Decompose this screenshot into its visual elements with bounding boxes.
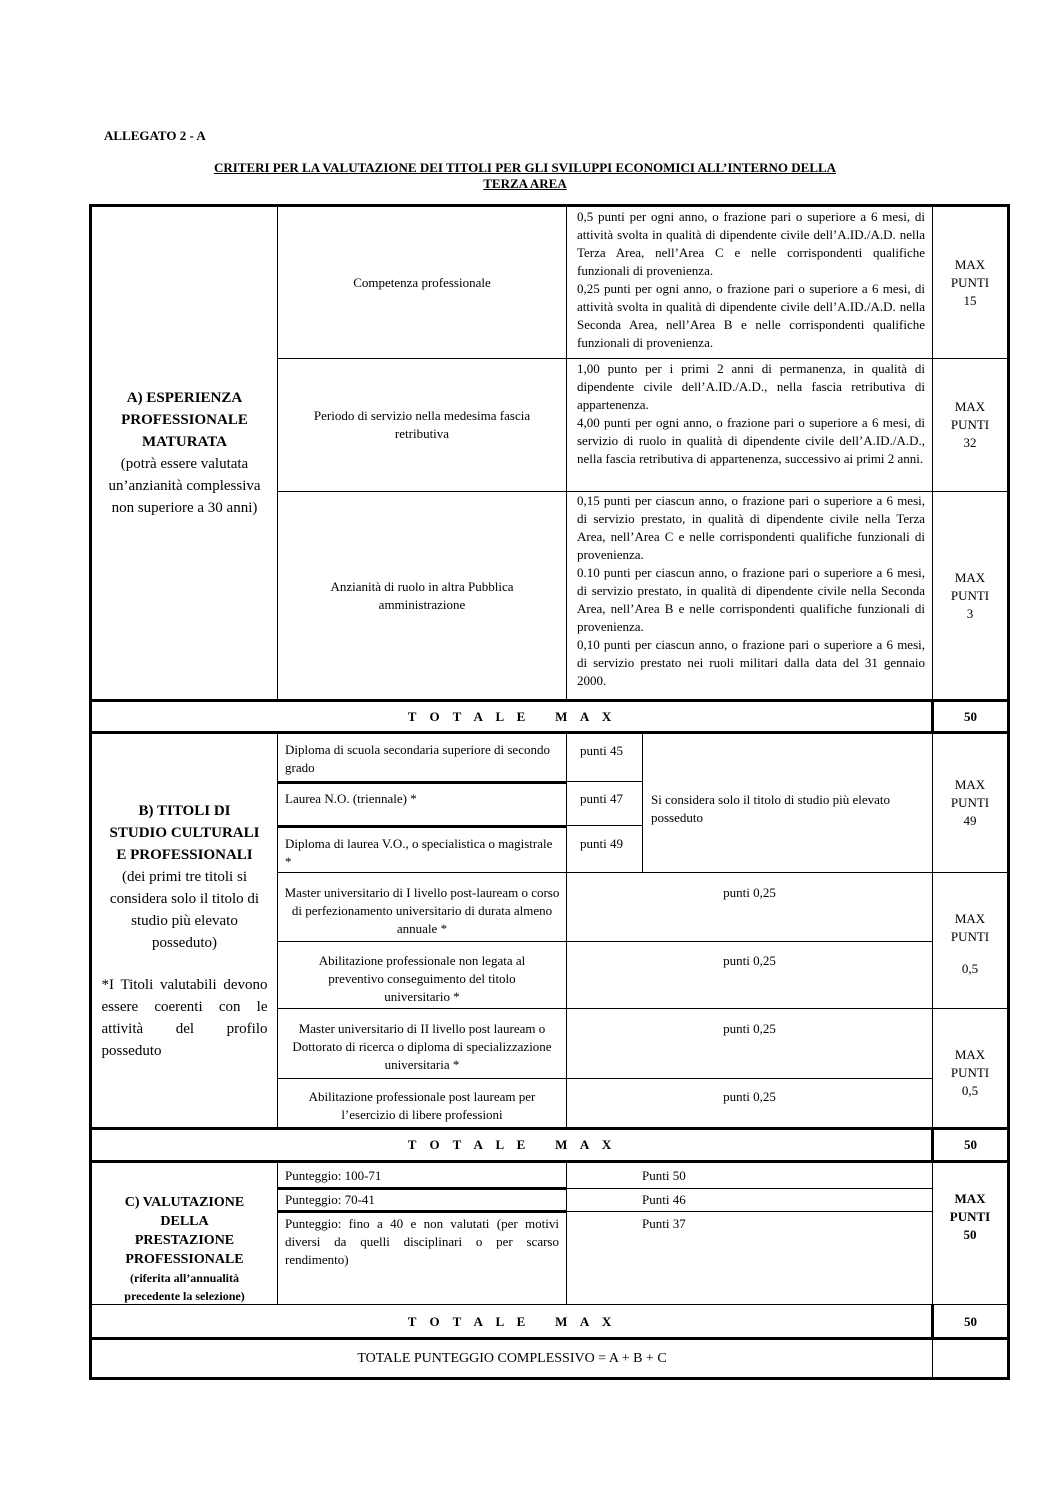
title-abilitazione-post-lauream-points	[567, 1088, 932, 1106]
description-paragraph: 0,15 punti per ciascun anno, o frazione pari o superiore a 6 mesi, di servizio prestato, in qualità di dipendente civile nella Terza Area, nell’Area C e nelle corrispondenti qualifiche funzionali di provenienza.	[577, 493, 925, 562]
score-points: Punti 50	[642, 1168, 686, 1183]
description-paragraph: 0,25 punti per ogni anno, o frazione pari o superiore a 6 mesi, di attività svolta in qualità di dipendente civile dell’A.ID./A.D. nella Seconda Area, nell’Area B e nelle corrispondenti qualifiche funzionali di provenienza.	[577, 281, 925, 350]
title-points: punti 0,25	[723, 1089, 776, 1104]
score-range-3-points	[642, 1215, 762, 1233]
total-label: T O T A L E M A X	[407, 1313, 617, 1329]
punti-label: PUNTI	[950, 587, 990, 603]
title-abilitazione-points	[567, 952, 932, 970]
title-text: Master universitario di II livello post lauream o Dottorato di ricerca o diploma di specializzazione universitaria *	[292, 1021, 552, 1072]
score-points: Punti 46	[642, 1192, 686, 1207]
title-master-i-livello-points	[567, 884, 932, 902]
grand-total-text: TOTALE PUNTEGGIO COMPLESSIVO = A + B + C	[357, 1350, 667, 1366]
max-value: 0,5	[961, 1083, 979, 1098]
criterion-label: Competenza professionale	[353, 274, 491, 290]
title-master-i-livello	[280, 884, 564, 938]
max-label: MAX	[954, 777, 986, 792]
score-text: Punteggio: 70-41	[285, 1192, 375, 1207]
section-a-note: (potrà essere valutata un’anzianità complessiva non superiore a 30 anni)	[108, 456, 261, 516]
score-range-2	[285, 1191, 560, 1209]
section-c-max-points	[933, 1190, 1007, 1244]
description-anzianita	[571, 492, 931, 699]
criterion-periodo	[278, 359, 566, 491]
grand-total	[92, 1340, 932, 1377]
max-points-competenza	[933, 207, 1007, 358]
max-value: 15	[963, 292, 977, 308]
degree-title: Diploma di scuola secondaria superiore di secondo grado	[285, 742, 550, 775]
max-points-anzianita	[933, 492, 1007, 699]
max-label: MAX	[954, 1191, 986, 1206]
section-a-label	[92, 207, 277, 699]
section-a-total-label	[92, 702, 932, 731]
title-abilitazione-post-lauream	[290, 1088, 554, 1124]
description-paragraph: 0,10 punti per ciascun anno, o frazione pari o superiore a 6 mesi, di servizio prestato nei ruoli militari dalla data del 31 gennaio 2000.	[577, 637, 925, 688]
score-text: Punteggio: fino a 40 e non valutati (per motivi diversi da quelli disciplinari o per scarso rendimento)	[285, 1216, 559, 1267]
criterion-competenza	[278, 207, 566, 358]
max-label: MAX	[954, 1047, 986, 1062]
criterion-label: Anzianità di ruolo in altra Pubblica amministrazione	[330, 578, 514, 612]
section-c-total-label	[92, 1306, 932, 1337]
degree-diploma-points	[580, 742, 640, 760]
degrees-note-text: Si considera solo il titolo di studio più elevato posseduto	[651, 792, 891, 825]
description-periodo	[571, 360, 931, 491]
score-range-1	[285, 1167, 560, 1185]
degree-laurea-triennale	[285, 790, 555, 808]
description-paragraph: 0,5 punti per ogni anno, o frazione pari o superiore a 6 mesi, di attività svolta in qualità di dipendente civile dell’A.ID./A.D. nella Terza Area, nell’Area C e nelle corrispondenti qualifiche funzionali di provenienza.	[577, 209, 925, 278]
title-text: Master universitario di I livello post-lauream o corso di perfezionamento universitario di durata almeno annuale *	[284, 885, 560, 936]
title-line-1: CRITERI PER LA VALUTAZIONE DEI TITOLI PER GLI SVILUPPI ECONOMICI ALL’INTERNO DELLA	[213, 160, 837, 175]
degree-title: Diploma di laurea V.O., o specialistica o magistrale *	[285, 836, 553, 869]
allegato-label: ALLEGATO 2 - A	[104, 128, 206, 143]
degrees-note	[651, 791, 921, 827]
description-paragraph: 4,00 punti per ogni anno, o frazione pari o superiore a 6 mesi, di servizio di ruolo in qualità di dipendente civile dell’A.ID./A.D., nella fascia retributiva di appartenenza, successivo ai primi 2 anni.	[577, 415, 925, 466]
section-a-total-value	[934, 702, 1007, 731]
total-label: T O T A L E M A X	[407, 1137, 617, 1152]
max-label: MAX	[954, 256, 986, 272]
degree-title: Laurea N.O. (triennale) *	[285, 791, 417, 806]
section-c-title: C) VALUTAZIONE DELLA PRESTAZIONE PROFESSIONALE	[124, 1194, 245, 1267]
group1-max-points	[933, 910, 1007, 978]
punti-label: PUNTI	[950, 1065, 990, 1080]
score-points: Punti 37	[642, 1216, 686, 1231]
total-value: 50	[964, 1137, 977, 1152]
title-text: Abilitazione professionale post lauream per l’esercizio di libere professioni	[308, 1089, 536, 1122]
max-value: 50	[963, 1227, 977, 1242]
max-label: MAX	[954, 911, 986, 926]
title-abilitazione	[295, 952, 549, 1006]
title-text: Abilitazione professionale non legata al preventivo conseguimento del titolo universitario *	[318, 953, 526, 1004]
max-label: MAX	[954, 569, 986, 585]
degree-diploma	[285, 741, 555, 777]
title-points: punti 0,25	[723, 1021, 776, 1036]
degree-laurea-triennale-points	[580, 790, 640, 808]
score-range-3	[285, 1215, 559, 1269]
section-c-note: (riferita all’annualità precedente la selezione)	[124, 1270, 245, 1303]
document-title	[150, 160, 900, 192]
title-points: punti 0,25	[723, 885, 776, 900]
max-value: 3	[966, 605, 974, 621]
title-master-ii-livello-points	[567, 1020, 932, 1038]
max-value: 32	[963, 435, 977, 450]
max-label: MAX	[954, 399, 986, 414]
degree-laurea-magistrale-points	[580, 835, 640, 853]
total-value: 50	[964, 708, 977, 724]
section-b-label	[92, 734, 277, 1127]
description-paragraph: 1,00 punto per i primi 2 anni di permanenza, in qualità di dipendente civile dell’A.ID./A.D., nella fascia retributiva di appartenenza.	[577, 361, 925, 412]
score-text: Punteggio: 100-71	[285, 1168, 382, 1183]
max-points-periodo	[933, 359, 1007, 491]
punti-label: PUNTI	[950, 417, 990, 432]
criterion-anzianita	[278, 492, 566, 699]
degree-points: punti 45	[580, 743, 623, 758]
punti-label: PUNTI	[950, 795, 990, 810]
section-a-title: A) ESPERIENZA PROFESSIONALE MATURATA	[121, 390, 248, 450]
punti-label: PUNTI	[949, 1209, 991, 1224]
degrees-max-points	[933, 734, 1007, 872]
score-range-1-points	[642, 1167, 762, 1185]
title-points: punti 0,25	[723, 953, 776, 968]
criterion-label: Periodo di servizio nella medesima fascia retributiva	[313, 408, 531, 441]
section-b-title: B) TITOLI DI STUDIO CULTURALI E PROFESSIONALI	[109, 802, 260, 863]
description-competenza	[571, 208, 931, 358]
section-c-total-value	[934, 1306, 1007, 1337]
section-b-footnote: *I Titoli valutabili devono essere coerenti con le attività del profilo posseduto	[101, 976, 268, 1059]
degree-points: punti 47	[580, 791, 623, 806]
max-value: 49	[963, 813, 977, 828]
total-value: 50	[964, 1313, 977, 1329]
section-b-total-label	[92, 1130, 932, 1160]
degree-laurea-magistrale	[285, 835, 555, 871]
max-value: 0,5	[961, 961, 979, 976]
section-b-note: (dei primi tre titoli si considera solo il titolo di studio più elevato posseduto)	[109, 868, 260, 951]
description-paragraph: 0.10 punti per ciascun anno, o frazione pari o superiore a 6 mesi, di servizio prestato, in qualità di dipendente civile nella Seconda Area, nell’Area B e nelle corrispondenti qualifiche funzionali di provenienza.	[577, 565, 925, 634]
title-master-ii-livello	[280, 1020, 564, 1074]
total-label: T O T A L E M A X	[407, 708, 617, 724]
punti-label: PUNTI	[950, 274, 990, 290]
section-c-label	[92, 1163, 277, 1304]
punti-label: PUNTI	[950, 929, 990, 944]
degree-points: punti 49	[580, 836, 623, 851]
title-line-2: TERZA AREA	[483, 176, 567, 191]
section-b-total-value	[934, 1130, 1007, 1160]
group2-max-points	[933, 1046, 1007, 1100]
score-range-2-points	[642, 1191, 762, 1209]
